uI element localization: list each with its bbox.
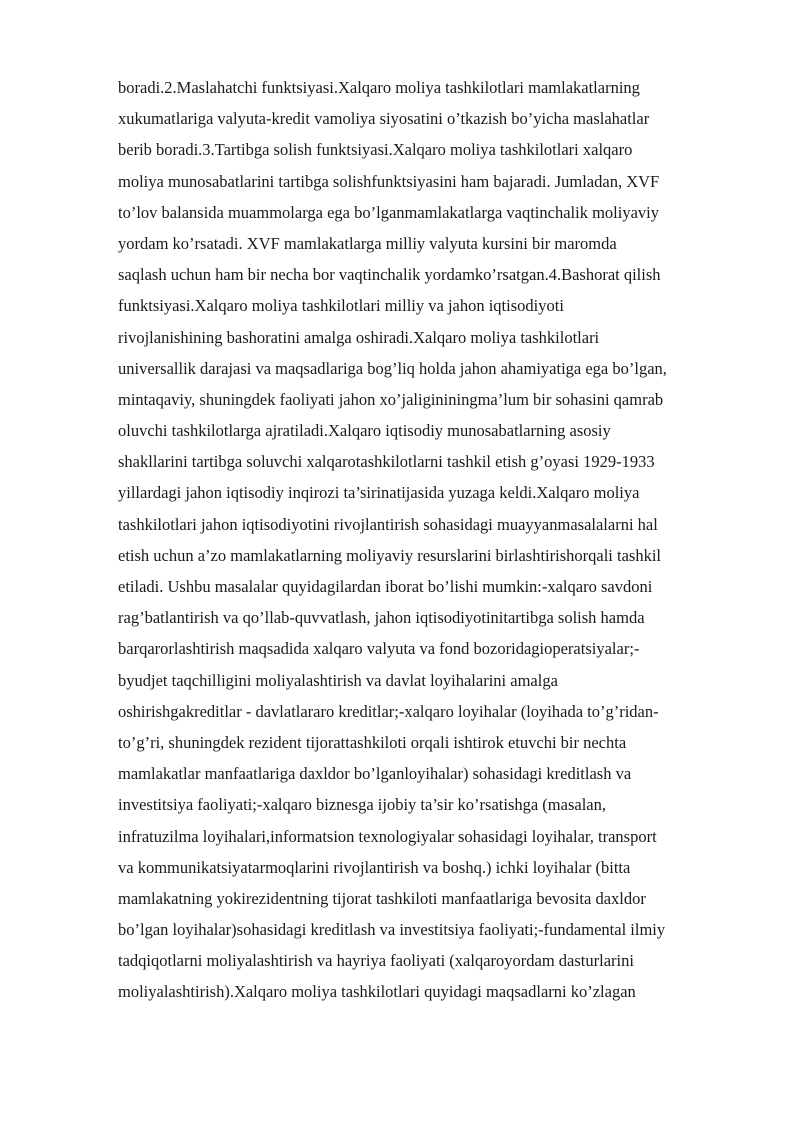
text-line: barqarorlashtirish maqsadida xalqaro valyuta va fond bozoridagioperatsiyalar;- xyxy=(118,639,640,659)
text-line: infratuzilma loyihalari,informatsion texnologiyalar sohasidagi loyihalar, transport xyxy=(118,826,657,846)
text-line: universallik darajasi va maqsadlariga bog’liq holda jahon ahamiyatiga ega bo’lgan, xyxy=(118,358,667,378)
text-line: mamlakatlar manfaatlariga daxldor bo’lganloyihalar) sohasidagi kreditlash va xyxy=(118,764,632,784)
text-line: byudjet taqchilligini moliyalashtirish va davlat loyihalarini amalga xyxy=(118,670,558,690)
text-line: yordam ko’rsatadi. XVF mamlakatlarga milliy valyuta kursini bir maromda xyxy=(118,233,617,253)
text-line: moliya munosabatlarini tartibga solishfunktsiyasini ham bajaradi. Jumladan, XVF xyxy=(118,171,660,191)
text-line: etish uchun a’zo mamlakatlarning moliyaviy resurslarini birlashtirishorqali tashkil xyxy=(118,545,661,565)
text-line: tadqiqotlarni moliyalashtirish va hayriya faoliyati (xalqaroyordam dasturlarini xyxy=(118,951,634,971)
text-line: to’lov balansida muammolarga ega bo’lganmamlakatlarga vaqtinchalik moliyaviy xyxy=(118,202,659,222)
text-line: va kommunikatsiyatarmoqlarini rivojlantirish va boshq.) ichki loyihalar (bitta xyxy=(118,857,631,877)
text-line: investitsiya faoliyati;-xalqaro biznesga ijobiy ta’sir ko’rsatishga (masalan, xyxy=(118,795,606,815)
text-line: rag’batlantirish va qo’llab-quvvatlash, jahon iqtisodiyotinitartibga solish hamda xyxy=(118,608,645,628)
text-line: yillardagi jahon iqtisodiy inqirozi ta’sirinatijasida yuzaga keldi.Xalqaro moliya xyxy=(118,483,640,503)
text-line: mintaqaviy, shuningdek faoliyati jahon xo’jaligininingma’lum bir sohasini qamrab xyxy=(118,389,664,409)
text-line: oluvchi tashkilotlarga ajratiladi.Xalqaro iqtisodiy munosabatlarning asosiy xyxy=(118,421,611,441)
text-line: funktsiyasi.Xalqaro moliya tashkilotlari milliy va jahon iqtisodiyoti xyxy=(118,296,564,316)
text-line: to’g’ri, shuningdek rezident tijorattashkiloti orqali ishtirok etuvchi bir nechta xyxy=(118,732,627,752)
text-line: oshirishgakreditlar - davlatlararo kreditlar;-xalqaro loyihalar (loyihada to’g’ridan- xyxy=(118,701,659,721)
text-line: mamlakatning yokirezidentning tijorat tashkiloti manfaatlariga bevosita daxldor xyxy=(118,888,646,908)
text-line: xukumatlariga valyuta-kredit vamoliya siyosatini o’tkazish bo’yicha maslahatlar xyxy=(118,109,650,129)
text-line: moliyalashtirish).Xalqaro moliya tashkilotlari quyidagi maqsadlarni ko’zlagan xyxy=(118,982,636,1002)
text-line: saqlash uchun ham bir necha bor vaqtinchalik yordamko’rsatgan.4.Bashorat qilish xyxy=(118,265,661,285)
text-line: tashkilotlari jahon iqtisodiyotini rivojlantirish sohasidagi muayyanmasalalarni hal xyxy=(118,514,658,534)
body-text xyxy=(118,72,748,1008)
text-line: shakllarini tartibga soluvchi xalqarotashkilotlarni tashkil etish g’oyasi 1929-1933 xyxy=(118,452,655,472)
text-line: etiladi. Ushbu masalalar quyidagilardan iborat bo’lishi mumkin:-xalqaro savdoni xyxy=(118,577,653,596)
text-line: boradi.2.Maslahatchi funktsiyasi.Xalqaro moliya tashkilotlari mamlakatlarning xyxy=(118,78,640,97)
text-line: bo’lgan loyihalar)sohasidagi kreditlash va investitsiya faoliyati;-fundamental ilmiy xyxy=(118,920,666,940)
text-line: berib boradi.3.Tartibga solish funktsiyasi.Xalqaro moliya tashkilotlari xalqaro xyxy=(118,140,633,160)
text-line: rivojlanishining bashoratini amalga oshiradi.Xalqaro moliya tashkilotlari xyxy=(118,327,600,347)
